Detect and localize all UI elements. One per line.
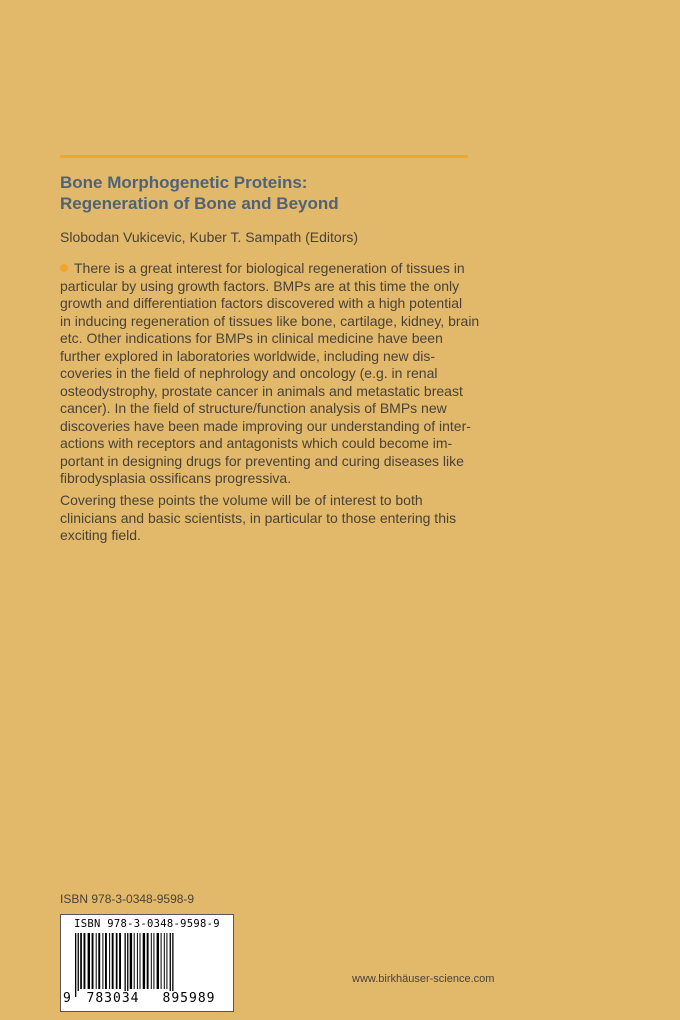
closing-paragraph [60,492,480,545]
title-line-1: Bone Morphogenetic Proteins: [60,173,308,192]
abstract-line: growth and differentiation factors discovered with a high potential [60,295,463,311]
bullet-icon [60,264,68,272]
editors: Slobodan Vukicevic, Kuber T. Sampath (Editors) [60,229,359,245]
barcode-digits-left: 783034 [77,991,149,1006]
abstract-line: etc. Other indications for BMPs in clinical medicine have been [60,330,443,346]
abstract-line: portant in designing drugs for preventing and curing diseases like [60,452,464,469]
abstract-line: coveries in the field of nephrology and oncology (e.g. in renal [60,365,438,381]
abstract-line: cancer). In the field of structure/function analysis of BMPs new [60,400,447,416]
isbn-label: ISBN 978-3-0348-9598-9 [60,892,195,906]
abstract-line: discoveries have been made improving our understanding of inter- [60,417,471,434]
barcode-digits-right: 895989 [153,991,225,1006]
barcode [60,914,234,1012]
abstract-line: osteodystrophy, prostate cancer in animals and metastatic breast [60,382,463,399]
closing-line: exciting field. [60,527,141,543]
abstract-line: fibrodysplasia ossificans progressiva. [60,470,292,486]
barcode-isbn-text: ISBN 978-3-0348-9598-9 [74,918,220,930]
abstract-line: further explored in laboratories worldwide, including new dis- [60,347,436,364]
book-title [60,172,480,214]
publisher-website: www.birkhäuser-science.com [352,973,495,985]
title-line-2: Regeneration of Bone and Beyond [60,194,339,213]
closing-line: Covering these points the volume will be of interest to both [60,492,423,508]
abstract-line: particular by using growth factors. BMPs are at this time the only [60,277,460,294]
closing-line: clinicians and basic scientists, in particular to those entering this [60,509,457,526]
abstract-paragraph [60,260,480,488]
barcode-bars [71,933,223,999]
top-accent-rule [60,155,468,158]
abstract-line: actions with receptors and antagonists which could become im- [60,435,453,451]
abstract-line: There is a great interest for biological regeneration of tissues in [60,260,480,278]
barcode-lead-digit: 9 [63,991,71,1006]
abstract-line: in inducing regeneration of tissues like bone, cartilage, kidney, brain [60,312,480,329]
